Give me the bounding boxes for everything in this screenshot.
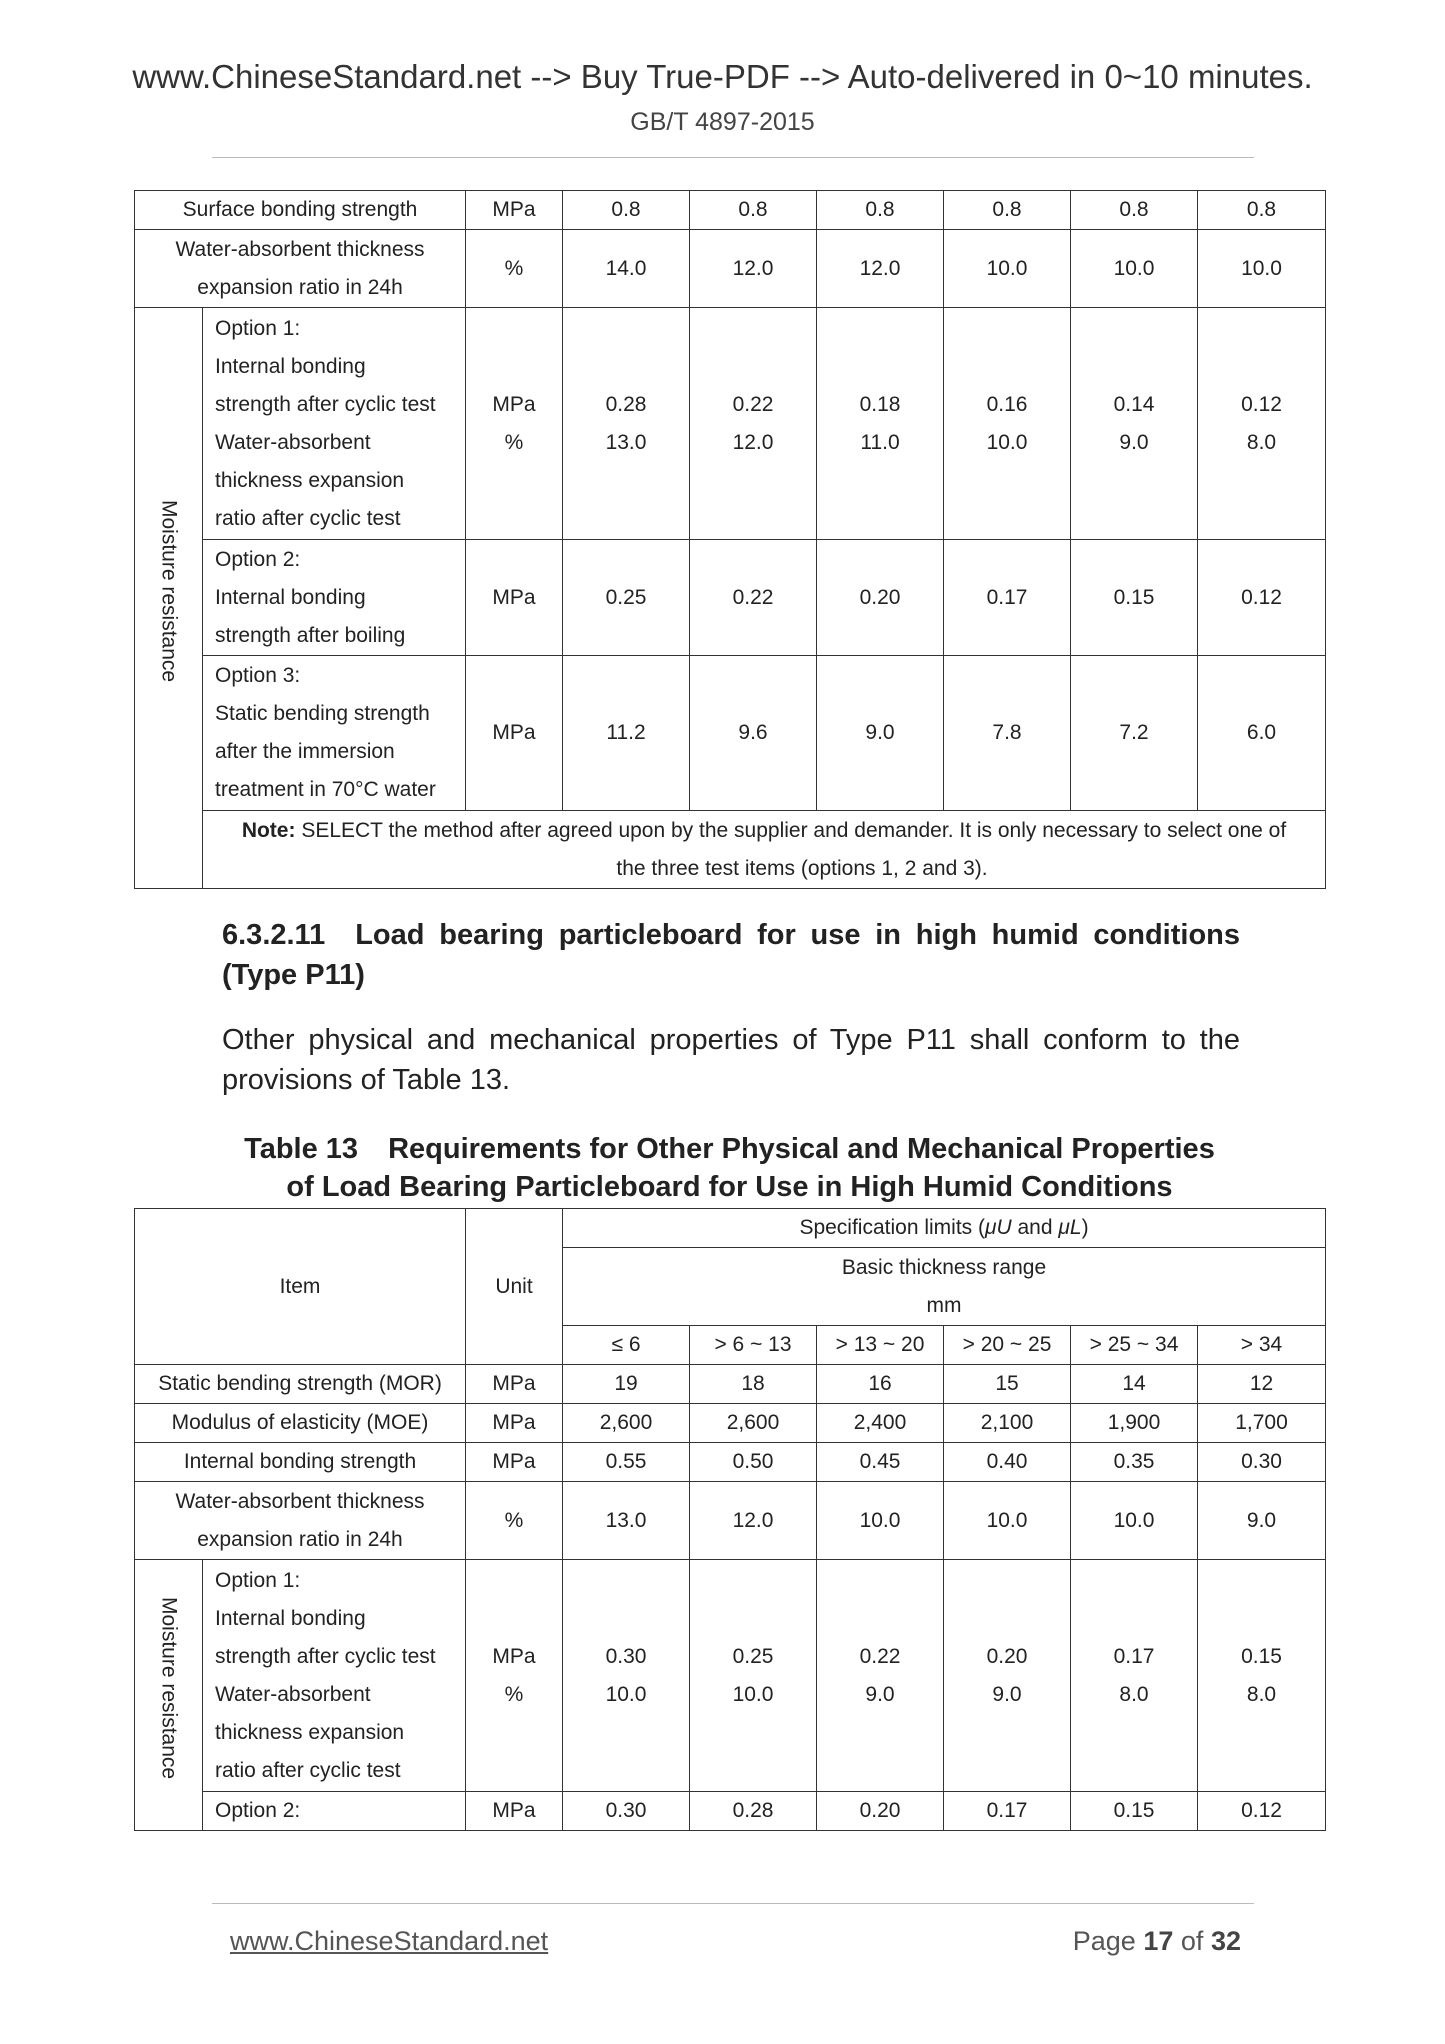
section-number: 6.3.2.11	[222, 919, 326, 951]
cell-item: Option 2: Internal bonding strength after boiling	[203, 540, 466, 656]
cell-value: 9.0	[1198, 1482, 1326, 1560]
cell-value: 0.17	[944, 1792, 1071, 1831]
cell-item: Option 3: Static bending strength after the immersion treatment in 70°C water	[203, 656, 466, 811]
cell-unit: %	[466, 230, 563, 308]
cell-unit: MPa	[466, 1365, 563, 1404]
cell-value: 0.40	[944, 1443, 1071, 1482]
cell-value: 13.0	[563, 1482, 690, 1560]
header-unit: Unit	[466, 1209, 563, 1365]
cell-value: 0.22 9.0	[817, 1560, 944, 1792]
cell-value: 10.0	[944, 1482, 1071, 1560]
cell-value: 9.0	[817, 656, 944, 811]
cell-value: 2,100	[944, 1404, 1071, 1443]
cell-value: 12	[1198, 1365, 1326, 1404]
cell-value: 0.14 9.0	[1071, 308, 1198, 540]
cell-unit: MPa	[466, 1792, 563, 1831]
cell-item: Static bending strength (MOR)	[135, 1365, 466, 1404]
cell-value: 0.8	[1071, 191, 1198, 230]
cell-unit: MPa	[466, 656, 563, 811]
cell-value: 14	[1071, 1365, 1198, 1404]
cell-item: Water-absorbent thickness expansion ratio in 24h	[135, 1482, 466, 1560]
cell-value: 10.0	[1071, 230, 1198, 308]
header-range: > 20 ~ 25	[944, 1326, 1071, 1365]
cell-value: 9.6	[690, 656, 817, 811]
cell-value: 14.0	[563, 230, 690, 308]
table-row	[135, 1482, 1326, 1560]
cell-value: 0.8	[1198, 191, 1326, 230]
header-item: Item	[135, 1209, 466, 1365]
cell-value: 6.0	[1198, 656, 1326, 811]
section-heading	[222, 915, 1240, 995]
cell-value: 0.55	[563, 1443, 690, 1482]
table-row	[135, 191, 1326, 230]
header-thickness-range: Basic thickness range mm	[563, 1248, 1326, 1326]
cell-unit: MPa	[466, 191, 563, 230]
cell-value: 12.0	[690, 1482, 817, 1560]
cell-item: Internal bonding strength	[135, 1443, 466, 1482]
cell-value: 0.12	[1198, 1792, 1326, 1831]
cell-value: 10.0	[817, 1482, 944, 1560]
table-row	[135, 1443, 1326, 1482]
cell-value: 7.2	[1071, 656, 1198, 811]
table-row	[135, 308, 1326, 540]
cell-value: 0.35	[1071, 1443, 1198, 1482]
item-line: expansion ratio in 24h	[197, 275, 403, 299]
cell-value: 11.2	[563, 656, 690, 811]
table-row	[135, 656, 1326, 811]
table-row	[135, 230, 1326, 308]
cell-value: 0.17 8.0	[1071, 1560, 1198, 1792]
cell-value: 0.22	[690, 540, 817, 656]
section-paragraph: Other physical and mechanical properties of Type P11 shall conform to the provisions of Table 13.	[222, 1024, 1240, 1096]
table-note: Note: SELECT the method after agreed upon by the supplier and demander. It is only necessary to select one of the three test items (options 1, 2 and 3).	[203, 811, 1326, 889]
footer-page-number: Page 17 of 32	[1072, 1926, 1241, 1956]
cell-value: 0.12	[1198, 540, 1326, 656]
header-range: > 13 ~ 20	[817, 1326, 944, 1365]
cell-value: 0.25	[563, 540, 690, 656]
cell-unit: MPa	[466, 1443, 563, 1482]
cell-unit: %	[466, 1482, 563, 1560]
table-row	[135, 1792, 1326, 1831]
cell-value: 0.45	[817, 1443, 944, 1482]
moisture-resistance-label: Moisture resistance	[135, 308, 203, 889]
cell-value: 10.0	[1198, 230, 1326, 308]
cell-value: 0.25 10.0	[690, 1560, 817, 1792]
table-12-continuation	[134, 190, 1326, 889]
cell-value: 0.17	[944, 540, 1071, 656]
cell-item: Option 2:	[203, 1792, 466, 1831]
cell-value: 2,600	[690, 1404, 817, 1443]
table-row	[135, 1365, 1326, 1404]
table-row	[135, 540, 1326, 656]
cell-value: 0.8	[563, 191, 690, 230]
table-row	[135, 1404, 1326, 1443]
cell-value: 10.0	[944, 230, 1071, 308]
cell-value: 0.20 9.0	[944, 1560, 1071, 1792]
cell-value: 12.0	[690, 230, 817, 308]
cell-unit: MPa	[466, 540, 563, 656]
cell-item: Surface bonding strength	[135, 191, 466, 230]
cell-value: 0.8	[944, 191, 1071, 230]
cell-item	[135, 230, 466, 308]
cell-value: 1,700	[1198, 1404, 1326, 1443]
cell-unit: MPa %	[466, 1560, 563, 1792]
cell-unit: MPa %	[466, 308, 563, 540]
header-standard-number: GB/T 4897-2015	[630, 108, 815, 136]
cell-value: 2,600	[563, 1404, 690, 1443]
cell-value: 0.30	[563, 1792, 690, 1831]
cell-value: 19	[563, 1365, 690, 1404]
cell-value: 12.0	[817, 230, 944, 308]
cell-value: 0.28	[690, 1792, 817, 1831]
cell-value: 0.22 12.0	[690, 308, 817, 540]
cell-value: 0.20	[817, 1792, 944, 1831]
cell-value: 7.8	[944, 656, 1071, 811]
cell-value: 15	[944, 1365, 1071, 1404]
cell-value: 0.30	[1198, 1443, 1326, 1482]
cell-value: 0.20	[817, 540, 944, 656]
cell-value: 0.12 8.0	[1198, 308, 1326, 540]
cell-value: 0.15	[1071, 540, 1198, 656]
cell-value: 16	[817, 1365, 944, 1404]
footer-divider	[212, 1903, 1254, 1904]
cell-unit: MPa	[466, 1404, 563, 1443]
footer-site-link[interactable]: www.ChineseStandard.net	[230, 1926, 549, 1956]
table-row	[135, 1560, 1326, 1792]
cell-value: 0.18 11.0	[817, 308, 944, 540]
cell-value: 0.50	[690, 1443, 817, 1482]
cell-value: 0.28 13.0	[563, 308, 690, 540]
cell-value: 10.0	[1071, 1482, 1198, 1560]
cell-value: 0.30 10.0	[563, 1560, 690, 1792]
table-note-row	[135, 811, 1326, 889]
cell-value: 2,400	[817, 1404, 944, 1443]
cell-value: 1,900	[1071, 1404, 1198, 1443]
item-line: Water-absorbent thickness	[175, 237, 425, 261]
cell-value: 0.8	[690, 191, 817, 230]
moisture-resistance-label: Moisture resistance	[135, 1560, 203, 1831]
table-13	[134, 1208, 1326, 1831]
header-spec-limits: Specification limits (μU and μL)	[563, 1209, 1326, 1248]
cell-value: 0.8	[817, 191, 944, 230]
cell-item: Modulus of elasticity (MOE)	[135, 1404, 466, 1443]
cell-item: Option 1: Internal bonding strength after cyclic test Water-absorbent thickness expansion ratio after cyclic test	[203, 308, 466, 540]
cell-value: 0.15	[1071, 1792, 1198, 1831]
header-range: ≤ 6	[563, 1326, 690, 1365]
table-13-caption: Table 13 Requirements for Other Physical and Mechanical Properties of Load Bearing Particleboard for Use in High Humid Conditions	[244, 1133, 1215, 1203]
cell-item: Option 1: Internal bonding strength after cyclic test Water-absorbent thickness expansion ratio after cyclic test	[203, 1560, 466, 1792]
header-range: > 34	[1198, 1326, 1326, 1365]
header-range: > 25 ~ 34	[1071, 1326, 1198, 1365]
header-divider	[212, 157, 1254, 158]
section-title: Load bearing particleboard for use in high humid conditions (Type P11)	[222, 919, 1240, 991]
cell-value: 0.15 8.0	[1198, 1560, 1326, 1792]
cell-value: 0.16 10.0	[944, 308, 1071, 540]
table-header-row	[135, 1209, 1326, 1248]
cell-value: 18	[690, 1365, 817, 1404]
header-range: > 6 ~ 13	[690, 1326, 817, 1365]
header-title: www.ChineseStandard.net --> Buy True-PDF --> Auto-delivered in 0~10 minutes.	[132, 58, 1313, 95]
